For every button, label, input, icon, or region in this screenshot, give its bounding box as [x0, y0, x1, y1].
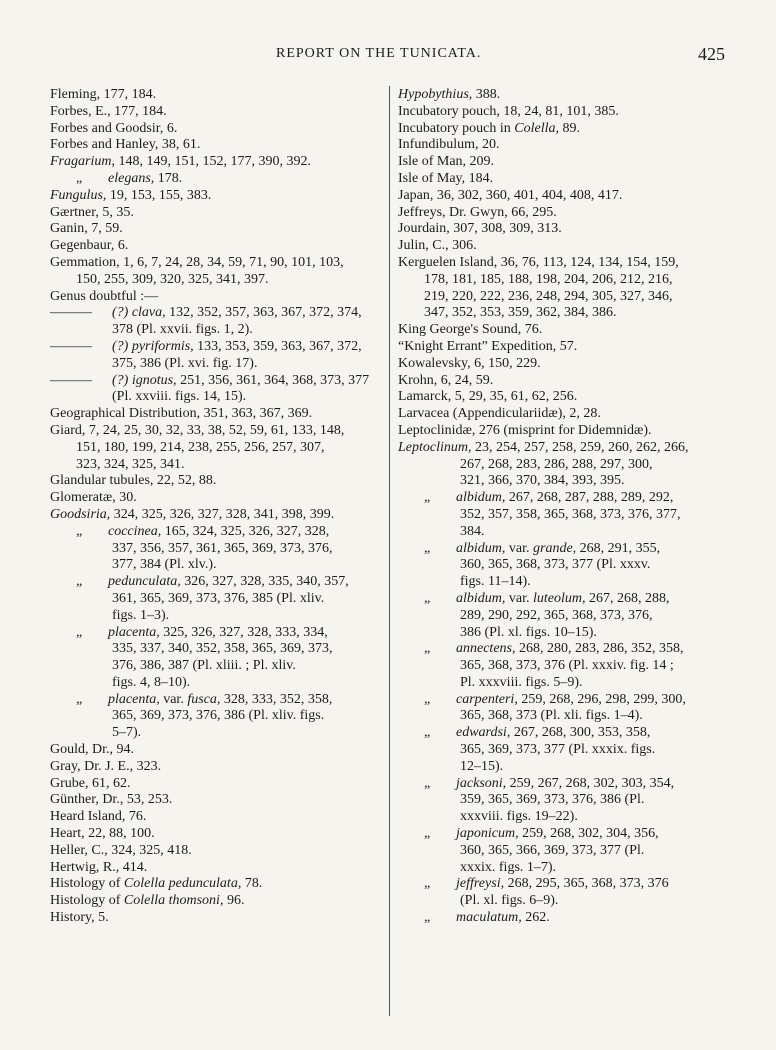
- index-entry: [50, 574, 384, 591]
- index-entry: [50, 658, 384, 675]
- entry-italic: Hypobythius,: [398, 87, 473, 102]
- index-entry: [50, 541, 384, 558]
- entry-text: 268, 295, 365, 368, 373, 376: [504, 876, 669, 892]
- entry-text: Isle of May, 184.: [398, 170, 494, 186]
- ditto-mark: „: [424, 876, 431, 892]
- entry-italic: Fungulus,: [50, 187, 107, 203]
- entry-italic: Colella,: [514, 120, 559, 136]
- index-column-right: [398, 87, 728, 927]
- entry-italic: pedunculata,: [108, 574, 181, 590]
- continuation-text: 365, 369, 373, 376, 386 (Pl. xliv. figs.: [112, 708, 325, 724]
- continuation-text: 360, 365, 366, 369, 373, 377 (Pl.: [460, 842, 645, 858]
- entry-text: 259, 267, 268, 302, 303, 354,: [506, 775, 675, 791]
- entry-text: 328, 333, 352, 358,: [220, 691, 333, 707]
- continuation-text: 289, 290, 292, 365, 368, 373, 376,: [460, 607, 653, 623]
- entry-text: Krohn, 6, 24, 59.: [398, 372, 494, 388]
- ditto-mark: „: [76, 574, 83, 590]
- continuation-text: 335, 337, 340, 352, 358, 365, 369, 373,: [112, 641, 333, 657]
- entry-text: 324, 325, 326, 327, 328, 341, 398, 399.: [110, 506, 335, 522]
- ditto-mark: „: [424, 490, 431, 506]
- index-entry: [398, 524, 728, 541]
- page-header: [0, 44, 776, 68]
- index-entry: [50, 171, 384, 188]
- continuation-text: 365, 369, 373, 377 (Pl. xxxix. figs.: [460, 742, 656, 758]
- index-entry: [50, 423, 384, 440]
- continuation-text: Pl. xxxviii. figs. 5–9).: [460, 674, 583, 690]
- entry-text: 96.: [223, 893, 245, 909]
- entry-text: Genus doubtful :—: [50, 288, 159, 304]
- entry-text: Incubatory pouch in: [398, 120, 515, 136]
- entry-text: “Knight Errant” Expedition, 57.: [398, 338, 578, 354]
- entry-text: King George's Sound, 76.: [398, 322, 543, 338]
- page-number: 425: [698, 44, 725, 64]
- index-entry: [50, 809, 384, 826]
- entry-text: Leptoclinidæ, 276 (misprint for Didemnidæ).: [398, 422, 652, 438]
- index-entry: [50, 792, 384, 809]
- ditto-dash: ———: [50, 305, 92, 321]
- index-entry: [398, 860, 728, 877]
- index-entry: [50, 608, 384, 625]
- index-entry: [398, 356, 728, 373]
- index-entry: [50, 641, 384, 658]
- continuation-text: 360, 365, 368, 373, 377 (Pl. xxxv.: [460, 557, 651, 573]
- continuation-text: figs. 11–14).: [460, 574, 531, 590]
- entry-text: Forbes, E., 177, 184.: [50, 103, 167, 119]
- ditto-mark: „: [76, 624, 83, 640]
- entry-text: Gemmation, 1, 6, 7, 24, 28, 34, 59, 71, 90, 101, 103,: [50, 254, 344, 270]
- entry-italic: (?) ignotus,: [112, 372, 177, 388]
- ditto-mark: „: [424, 691, 431, 707]
- index-entry: [50, 759, 384, 776]
- entry-text: Histology of: [50, 876, 124, 892]
- entry-italic: luteolum,: [533, 590, 586, 606]
- ditto-mark: „: [424, 540, 431, 556]
- index-entry: [50, 121, 384, 138]
- running-head: REPORT ON THE TUNICATA.: [276, 46, 482, 61]
- continuation-text: 378 (Pl. xxvii. figs. 1, 2).: [112, 322, 253, 338]
- index-entry: [398, 876, 728, 893]
- entry-text: Heard Island, 76.: [50, 809, 147, 825]
- entry-text: Julin, C., 306.: [398, 238, 477, 254]
- continuation-text: 384.: [460, 523, 485, 539]
- index-entry: [398, 104, 728, 121]
- index-entry: [50, 557, 384, 574]
- entry-text: Glomeratæ, 30.: [50, 490, 137, 506]
- continuation-text: 5–7).: [112, 725, 142, 741]
- index-column-left: [50, 87, 384, 927]
- entry-italic: (?) clava,: [112, 305, 166, 321]
- entry-text: Heart, 22, 88, 100.: [50, 826, 155, 842]
- index-entry: [50, 625, 384, 642]
- index-entry: [50, 675, 384, 692]
- index-entry: [50, 104, 384, 121]
- continuation-text: 321, 366, 370, 384, 393, 395.: [460, 473, 625, 489]
- index-entry: [398, 893, 728, 910]
- entry-text: 268, 291, 355,: [576, 540, 661, 556]
- index-entry: [398, 457, 728, 474]
- entry-text: Glandular tubules, 22, 52, 88.: [50, 473, 217, 489]
- entry-text: 19, 153, 155, 383.: [106, 187, 212, 203]
- index-entry: [50, 725, 384, 742]
- continuation-text: 267, 268, 283, 286, 288, 297, 300,: [460, 456, 653, 472]
- entry-italic: albidum,: [456, 590, 506, 606]
- index-entry: [398, 305, 728, 322]
- entry-text: Gray, Dr. J. E., 323.: [50, 758, 162, 774]
- index-entry: [50, 205, 384, 222]
- continuation-text: figs. 4, 8–10).: [112, 674, 191, 690]
- index-entry: [398, 826, 728, 843]
- index-entry: [398, 809, 728, 826]
- entry-italic: annectens,: [456, 641, 516, 657]
- ditto-mark: „: [424, 775, 431, 791]
- index-entry: [398, 406, 728, 423]
- index-entry: [50, 843, 384, 860]
- continuation-text: 219, 220, 222, 236, 248, 294, 305, 327, 346,: [424, 288, 673, 304]
- ditto-mark: „: [424, 590, 431, 606]
- index-entry: [398, 440, 728, 457]
- entry-text: 133, 353, 359, 363, 367, 372,: [193, 338, 362, 354]
- index-entry: [398, 87, 728, 104]
- index-entry: [50, 137, 384, 154]
- index-entry: [398, 557, 728, 574]
- entry-italic: maculatum,: [456, 910, 522, 926]
- entry-italic: placenta,: [108, 624, 160, 640]
- entry-text: 178.: [154, 170, 183, 186]
- entry-text: 251, 356, 361, 364, 368, 373, 377: [176, 372, 370, 388]
- ditto-mark: „: [76, 691, 83, 707]
- ditto-mark: „: [424, 641, 431, 657]
- index-entry: [398, 423, 728, 440]
- entry-text: 148, 149, 151, 152, 177, 390, 392.: [114, 154, 311, 170]
- entry-text: var.: [505, 590, 533, 606]
- index-entry: [398, 339, 728, 356]
- continuation-text: 151, 180, 199, 214, 238, 255, 256, 257, 307,: [76, 439, 325, 455]
- entry-text: 388.: [472, 87, 501, 102]
- index-entry: [50, 457, 384, 474]
- index-entry: [398, 137, 728, 154]
- index-entry: [398, 205, 728, 222]
- entry-italic: Leptoclinum,: [398, 439, 472, 455]
- entry-text: Jeffreys, Dr. Gwyn, 66, 295.: [398, 204, 557, 220]
- index-entry: [398, 608, 728, 625]
- index-entry: [398, 725, 728, 742]
- entry-text: 325, 326, 327, 328, 333, 334,: [159, 624, 328, 640]
- entry-italic: placenta,: [108, 691, 160, 707]
- index-entry: [398, 792, 728, 809]
- continuation-text: 365, 368, 373, 376 (Pl. xxxiv. fig. 14 ;: [460, 658, 674, 674]
- index-entry: [50, 524, 384, 541]
- index-entry: [50, 406, 384, 423]
- index-entry: [398, 625, 728, 642]
- entry-text: Isle of Man, 209.: [398, 154, 495, 170]
- entry-italic: japonicum,: [456, 826, 519, 842]
- entry-italic: fusca,: [187, 691, 221, 707]
- index-entry: [398, 238, 728, 255]
- column-divider: [389, 86, 390, 1016]
- entry-italic: Colella pedunculata,: [123, 876, 242, 892]
- continuation-text: 323, 324, 325, 341.: [76, 456, 185, 472]
- entry-text: 78.: [241, 876, 263, 892]
- entry-text: Kerguelen Island, 36, 76, 113, 124, 134, 154, 159,: [398, 254, 679, 270]
- index-entry: [50, 238, 384, 255]
- entry-text: Ganin, 7, 59.: [50, 221, 123, 237]
- continuation-text: 337, 356, 357, 361, 365, 369, 373, 376,: [112, 540, 333, 556]
- index-entry: [50, 87, 384, 104]
- ditto-dash: ———: [50, 372, 92, 388]
- entry-text: 326, 327, 328, 335, 340, 357,: [180, 574, 349, 590]
- index-entry: [50, 776, 384, 793]
- entry-text: Lamarck, 5, 29, 35, 61, 62, 256.: [398, 389, 578, 405]
- entry-text: Japan, 36, 302, 360, 401, 404, 408, 417.: [398, 187, 623, 203]
- index-entry: [50, 322, 384, 339]
- index-entry: [398, 708, 728, 725]
- entry-text: 262.: [521, 910, 550, 926]
- entry-italic: albidum,: [456, 540, 506, 556]
- entry-text: 268, 280, 283, 286, 352, 358,: [515, 641, 684, 657]
- entry-italic: carpenteri,: [456, 691, 518, 707]
- entry-text: Giard, 7, 24, 25, 30, 32, 33, 38, 52, 59, 61, 133, 148,: [50, 422, 345, 438]
- continuation-text: 365, 368, 373 (Pl. xli. figs. 1–4).: [460, 708, 643, 724]
- index-entry: [398, 490, 728, 507]
- index-entry: [50, 255, 384, 272]
- entry-text: Jourdain, 307, 308, 309, 313.: [398, 221, 562, 237]
- entry-italic: edwardsi,: [456, 725, 511, 741]
- index-entry: [50, 910, 384, 927]
- entry-italic: elegans,: [108, 170, 155, 186]
- entry-text: Histology of: [50, 893, 124, 909]
- index-entry: [398, 171, 728, 188]
- entry-text: 267, 268, 287, 288, 289, 292,: [505, 490, 674, 506]
- entry-italic: albidum,: [456, 490, 506, 506]
- continuation-text: 359, 365, 369, 373, 376, 386 (Pl.: [460, 792, 645, 808]
- index-entry: [50, 356, 384, 373]
- index-entry: [50, 708, 384, 725]
- entry-text: Geographical Distribution, 351, 363, 367, 369.: [50, 406, 313, 422]
- index-entry: [398, 692, 728, 709]
- index-entry: [50, 440, 384, 457]
- ditto-dash: ———: [50, 338, 92, 354]
- index-entry: [398, 272, 728, 289]
- continuation-text: 375, 386 (Pl. xvi. fig. 17).: [112, 355, 258, 371]
- continuation-text: (Pl. xl. figs. 6–9).: [460, 893, 559, 909]
- continuation-text: (Pl. xxviii. figs. 14, 15).: [112, 389, 247, 405]
- index-entry: [50, 473, 384, 490]
- entry-italic: Colella thomsoni,: [123, 893, 224, 909]
- continuation-text: 12–15).: [460, 758, 504, 774]
- index-entry: [398, 759, 728, 776]
- index-entry: [50, 339, 384, 356]
- entry-text: 259, 268, 296, 298, 299, 300,: [517, 691, 686, 707]
- entry-text: 267, 268, 300, 353, 358,: [510, 725, 651, 741]
- entry-text: Gegenbaur, 6.: [50, 238, 129, 254]
- entry-italic: grande,: [533, 540, 577, 556]
- index-entry: [50, 305, 384, 322]
- index-entry: [398, 473, 728, 490]
- entry-text: Gærtner, 5, 35.: [50, 204, 134, 220]
- index-entry: [398, 910, 728, 927]
- entry-italic: coccinea,: [108, 523, 162, 539]
- ditto-mark: „: [424, 725, 431, 741]
- index-entry: [50, 692, 384, 709]
- index-entry: [50, 188, 384, 205]
- index-entry: [398, 507, 728, 524]
- entry-text: Heller, C., 324, 325, 418.: [50, 842, 192, 858]
- index-entry: [398, 541, 728, 558]
- index-entry: [50, 591, 384, 608]
- index-entry: [398, 289, 728, 306]
- ditto-mark: „: [76, 170, 83, 186]
- entry-text: Fleming, 177, 184.: [50, 87, 157, 102]
- index-entry: [50, 221, 384, 238]
- continuation-text: 347, 352, 353, 359, 362, 384, 386.: [424, 305, 617, 321]
- index-entry: [50, 742, 384, 759]
- entry-text: Incubatory pouch, 18, 24, 81, 101, 385.: [398, 103, 619, 119]
- index-entry: [398, 389, 728, 406]
- index-entry: [398, 255, 728, 272]
- entry-text: 89.: [558, 120, 580, 136]
- index-entry: [50, 860, 384, 877]
- entry-text: Günther, Dr., 53, 253.: [50, 792, 173, 808]
- entry-text: Forbes and Goodsir, 6.: [50, 120, 178, 136]
- index-entry: [398, 591, 728, 608]
- index-entry: [50, 826, 384, 843]
- entry-text: Hertwig, R., 414.: [50, 859, 148, 875]
- continuation-text: 376, 386, 387 (Pl. xliii. ; Pl. xliv.: [112, 658, 296, 674]
- entry-italic: jacksoni,: [456, 775, 507, 791]
- entry-italic: (?) pyriformis,: [112, 338, 194, 354]
- continuation-text: 377, 384 (Pl. xlv.).: [112, 557, 217, 573]
- entry-text: var.: [505, 540, 533, 556]
- index-entry: [398, 843, 728, 860]
- index-entry: [50, 490, 384, 507]
- index-entry: [398, 121, 728, 138]
- index-entry: [398, 742, 728, 759]
- entry-text: 267, 268, 288,: [585, 590, 670, 606]
- entry-text: History, 5.: [50, 910, 109, 926]
- continuation-text: 178, 181, 185, 188, 198, 204, 206, 212, 216,: [424, 271, 673, 287]
- entry-italic: jeffreysi,: [456, 876, 505, 892]
- entry-text: Larvacea (Appendiculariidæ), 2, 28.: [398, 406, 601, 422]
- entry-text: 259, 268, 302, 304, 356,: [518, 826, 659, 842]
- continuation-text: 352, 357, 358, 365, 368, 373, 376, 377,: [460, 506, 681, 522]
- entry-text: Gould, Dr., 94.: [50, 742, 134, 758]
- index-entry: [398, 675, 728, 692]
- entry-text: 132, 352, 357, 363, 367, 372, 374,: [165, 305, 362, 321]
- continuation-text: xxxix. figs. 1–7).: [460, 859, 557, 875]
- entry-italic: Goodsiria,: [50, 506, 111, 522]
- index-entry: [398, 641, 728, 658]
- entry-text: 23, 254, 257, 258, 259, 260, 262, 266,: [471, 439, 689, 455]
- ditto-mark: „: [424, 910, 431, 926]
- index-entry: [398, 188, 728, 205]
- index-entry: [50, 289, 384, 306]
- index-entry: [398, 373, 728, 390]
- index-entry: [50, 507, 384, 524]
- index-entry: [398, 154, 728, 171]
- index-entry: [398, 322, 728, 339]
- index-entry: [50, 389, 384, 406]
- entry-text: Kowalevsky, 6, 150, 229.: [398, 355, 541, 371]
- continuation-text: xxxviii. figs. 19–22).: [460, 809, 578, 825]
- entry-text: 165, 324, 325, 326, 327, 328,: [161, 523, 330, 539]
- continuation-text: 150, 255, 309, 320, 325, 341, 397.: [76, 271, 269, 287]
- index-entry: [398, 221, 728, 238]
- index-entry: [50, 272, 384, 289]
- entry-text: var.: [159, 691, 188, 707]
- entry-text: Grube, 61, 62.: [50, 775, 131, 791]
- ditto-mark: „: [76, 523, 83, 539]
- index-entry: [50, 154, 384, 171]
- index-entry: [398, 658, 728, 675]
- continuation-text: figs. 1–3).: [112, 607, 170, 623]
- entry-italic: Fragarium,: [50, 154, 115, 170]
- index-entry: [50, 893, 384, 910]
- continuation-text: 386 (Pl. xl. figs. 10–15).: [460, 624, 597, 640]
- index-entry: [50, 373, 384, 390]
- index-entry: [50, 876, 384, 893]
- index-entry: [398, 776, 728, 793]
- ditto-mark: „: [424, 826, 431, 842]
- entry-text: Infundibulum, 20.: [398, 137, 500, 153]
- index-entry: [398, 574, 728, 591]
- entry-text: Forbes and Hanley, 38, 61.: [50, 137, 201, 153]
- continuation-text: 361, 365, 369, 373, 376, 385 (Pl. xliv.: [112, 590, 325, 606]
